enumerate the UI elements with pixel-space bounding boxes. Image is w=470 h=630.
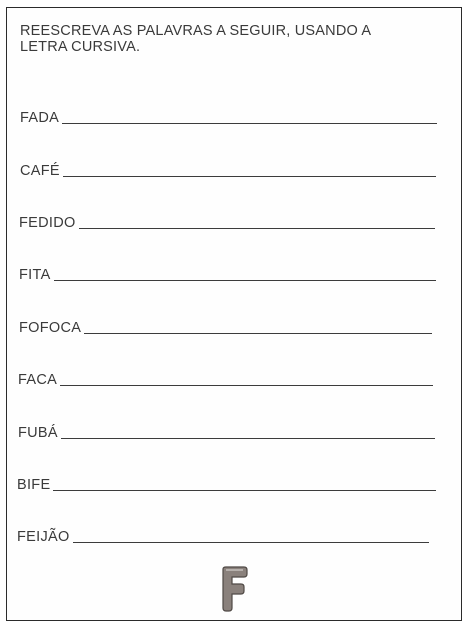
- writing-line[interactable]: [60, 385, 433, 386]
- word-row-fofoca: [19, 320, 432, 336]
- word-label: CAFÉ: [20, 163, 60, 179]
- word-row-fita: [19, 267, 436, 283]
- writing-line[interactable]: [54, 280, 436, 281]
- word-row-faca: [18, 372, 433, 388]
- word-label: FEIJÃO: [17, 529, 70, 545]
- word-label: FEDIDO: [19, 215, 76, 231]
- word-label: FADA: [20, 110, 60, 126]
- writing-line[interactable]: [73, 542, 429, 543]
- word-label: BIFE: [17, 477, 51, 493]
- word-row-fada: [20, 110, 437, 126]
- word-label: FUBÁ: [18, 425, 58, 441]
- writing-line[interactable]: [53, 490, 436, 491]
- word-row-fuba: [18, 425, 435, 441]
- writing-line[interactable]: [79, 228, 435, 229]
- word-row-cafe: [20, 163, 436, 179]
- letter-f-icon: [218, 565, 250, 613]
- word-row-fedido: [19, 215, 435, 231]
- word-label: FITA: [19, 267, 51, 283]
- writing-line[interactable]: [61, 438, 435, 439]
- writing-line[interactable]: [84, 333, 432, 334]
- writing-line[interactable]: [63, 176, 436, 177]
- word-label: FACA: [18, 372, 58, 388]
- writing-line[interactable]: [62, 123, 437, 124]
- word-row-bife: [17, 477, 436, 493]
- word-label: FOFOCA: [19, 320, 82, 336]
- instruction-text: REESCREVA AS PALAVRAS A SEGUIR, USANDO A LETRA CURSIVA.: [20, 23, 371, 55]
- word-row-feijao: [17, 529, 429, 545]
